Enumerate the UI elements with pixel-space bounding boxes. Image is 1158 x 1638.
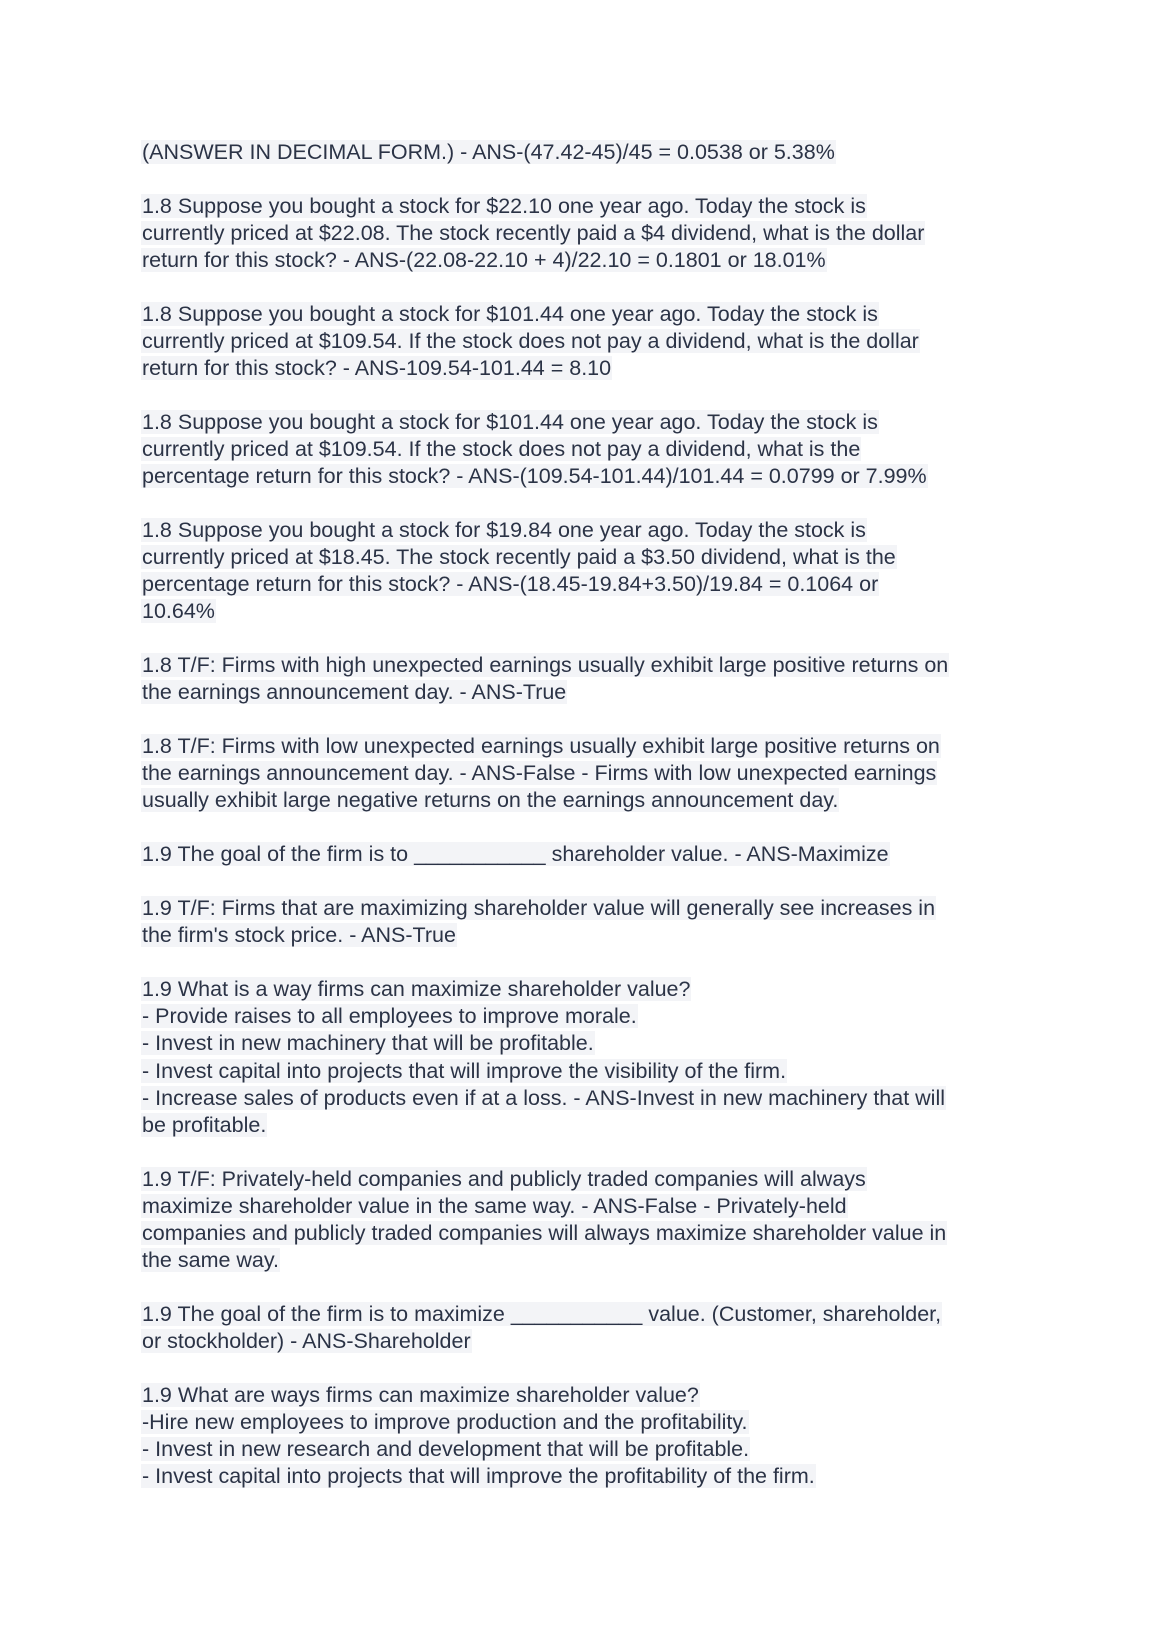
text-line-content: - Increase sales of products even if at a loss. - ANS-Invest in new machinery that will xyxy=(142,1085,946,1110)
text-line xyxy=(141,598,1041,625)
text-line xyxy=(141,1166,1041,1193)
text-line xyxy=(141,1112,1041,1139)
qa-paragraph xyxy=(141,1166,1041,1274)
text-line-content: 1.9 The goal of the firm is to ___________ shareholder value. - ANS-Maximize xyxy=(142,842,889,867)
text-line xyxy=(141,1409,1041,1436)
text-line xyxy=(141,922,1041,949)
text-line xyxy=(141,517,1041,544)
text-line xyxy=(141,733,1041,760)
qa-paragraph xyxy=(141,652,1041,706)
text-line-content: 10.64% xyxy=(142,599,215,624)
text-line xyxy=(141,1247,1041,1274)
text-line xyxy=(141,436,1041,463)
text-line-content: 1.8 Suppose you bought a stock for $101.44 one year ago. Today the stock is xyxy=(142,410,878,435)
text-line-content: 1.9 T/F: Privately-held companies and publicly traded companies will always xyxy=(142,1166,866,1191)
text-line-content: currently priced at $18.45. The stock recently paid a $3.50 dividend, what is the xyxy=(142,545,896,570)
text-line xyxy=(141,841,1041,868)
text-line-content: 1.8 Suppose you bought a stock for $101.44 one year ago. Today the stock is xyxy=(142,301,878,326)
text-line xyxy=(141,1301,1041,1328)
text-line-content: - Invest in new research and development that will be profitable. xyxy=(142,1436,750,1461)
text-line-content: be profitable. xyxy=(142,1112,267,1137)
text-line xyxy=(141,679,1041,706)
text-line-content: - Invest capital into projects that will improve the profitability of the firm. xyxy=(142,1464,815,1489)
text-line-content: return for this stock? - ANS-109.54-101.44 = 8.10 xyxy=(142,356,612,381)
text-line-content: currently priced at $109.54. If the stock does not pay a dividend, what is the dollar xyxy=(142,329,919,354)
text-line xyxy=(141,1463,1041,1490)
text-line xyxy=(141,760,1041,787)
text-line-content: 1.9 T/F: Firms that are maximizing shareholder value will generally see increases in xyxy=(142,896,936,921)
qa-paragraph xyxy=(141,976,1041,1139)
document-page xyxy=(141,139,1041,1517)
text-line-content: (ANSWER IN DECIMAL FORM.) - ANS-(47.42-45)/45 = 0.0538 or 5.38% xyxy=(142,140,835,164)
text-line xyxy=(141,1003,1041,1030)
text-line-content: 1.9 What are ways firms can maximize shareholder value? xyxy=(142,1382,699,1407)
text-line xyxy=(141,1193,1041,1220)
text-line-content: the firm's stock price. - ANS-True xyxy=(142,923,456,948)
text-line xyxy=(141,355,1041,382)
text-line xyxy=(141,1058,1041,1085)
text-line xyxy=(141,301,1041,328)
qa-paragraph xyxy=(141,1382,1041,1490)
qa-paragraph xyxy=(141,1301,1041,1355)
text-line xyxy=(141,247,1041,274)
qa-paragraph xyxy=(141,517,1041,625)
text-line-content: usually exhibit large negative returns on the earnings announcement day. xyxy=(142,788,839,813)
text-line xyxy=(141,544,1041,571)
text-line-content: the same way. xyxy=(142,1247,280,1272)
text-line xyxy=(141,895,1041,922)
text-line xyxy=(141,1436,1041,1463)
text-line xyxy=(141,220,1041,247)
text-line-content: currently priced at $109.54. If the stock does not pay a dividend, what is the xyxy=(142,437,861,462)
text-line xyxy=(141,1220,1041,1247)
text-line-content: the earnings announcement day. - ANS-False - Firms with low unexpected earnings xyxy=(142,761,937,786)
text-line-content: percentage return for this stock? - ANS-(109.54-101.44)/101.44 = 0.0799 or 7.99% xyxy=(142,464,927,489)
qa-paragraph xyxy=(141,841,1041,868)
qa-paragraph xyxy=(141,301,1041,382)
text-line-content: currently priced at $22.08. The stock recently paid a $4 dividend, what is the dollar xyxy=(142,220,925,245)
text-line-content: 1.8 Suppose you bought a stock for $22.10 one year ago. Today the stock is xyxy=(142,193,866,218)
text-line xyxy=(141,463,1041,490)
text-line xyxy=(141,1030,1041,1057)
text-line xyxy=(141,652,1041,679)
text-line xyxy=(141,976,1041,1003)
text-line-content: percentage return for this stock? - ANS-(18.45-19.84+3.50)/19.84 = 0.1064 or xyxy=(142,572,879,597)
text-line xyxy=(141,139,1041,166)
text-line-content: 1.9 What is a way firms can maximize shareholder value? xyxy=(142,977,691,1002)
text-line-content: or stockholder) - ANS-Shareholder xyxy=(142,1328,471,1353)
text-line-content: 1.8 Suppose you bought a stock for $19.84 one year ago. Today the stock is xyxy=(142,518,866,543)
text-line-content: companies and publicly traded companies will always maximize shareholder value in xyxy=(142,1220,947,1245)
text-line-content: return for this stock? - ANS-(22.08-22.10 + 4)/22.10 = 0.1801 or 18.01% xyxy=(142,248,826,273)
text-line-content: maximize shareholder value in the same way. - ANS-False - Privately-held xyxy=(142,1193,847,1218)
qa-paragraph xyxy=(141,895,1041,949)
text-line xyxy=(141,787,1041,814)
qa-paragraph xyxy=(141,139,1041,166)
qa-paragraph xyxy=(141,193,1041,274)
text-line-content: - Invest in new machinery that will be profitable. xyxy=(142,1031,594,1056)
text-line xyxy=(141,1382,1041,1409)
text-line-content: 1.9 The goal of the firm is to maximize ___________ value. (Customer, shareholder, xyxy=(142,1301,942,1326)
text-line xyxy=(141,328,1041,355)
text-line-content: 1.8 T/F: Firms with high unexpected earnings usually exhibit large positive returns on xyxy=(142,653,949,678)
text-line-content: -Hire new employees to improve production and the profitability. xyxy=(142,1409,748,1434)
qa-paragraph xyxy=(141,733,1041,814)
text-line-content: - Invest capital into projects that will improve the visibility of the firm. xyxy=(142,1058,787,1083)
text-line-content: 1.8 T/F: Firms with low unexpected earnings usually exhibit large positive returns on xyxy=(142,734,940,759)
text-line-content: the earnings announcement day. - ANS-True xyxy=(142,680,567,705)
text-line xyxy=(141,1328,1041,1355)
text-line xyxy=(141,193,1041,220)
text-line xyxy=(141,571,1041,598)
text-line-content: - Provide raises to all employees to improve morale. xyxy=(142,1004,637,1029)
text-line xyxy=(141,409,1041,436)
text-line xyxy=(141,1085,1041,1112)
qa-paragraph xyxy=(141,409,1041,490)
